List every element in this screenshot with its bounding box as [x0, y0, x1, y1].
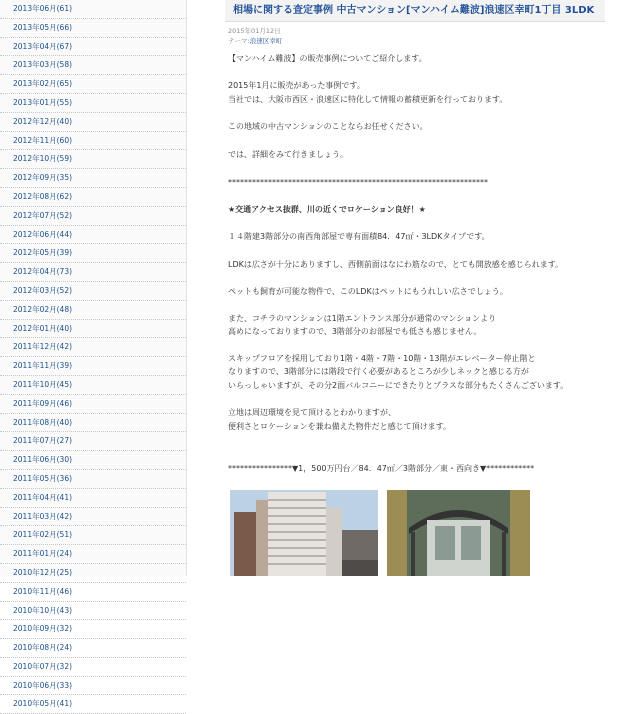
archive-item[interactable]: 2011年07月(27) [0, 432, 186, 451]
archive-item[interactable]: 2011年01月(24) [0, 545, 186, 564]
archive-item[interactable]: 2010年08月(24) [0, 639, 186, 658]
sale-date-line: 2015年1月に販売があった事例です。 [228, 81, 365, 90]
archive-item[interactable]: 2012年03月(52) [0, 282, 186, 301]
area-line: この地域の中古マンションのことならお任せください。 [228, 122, 428, 131]
highlight-heading: ★交通アクセス抜群、川の近くでロケーション良好！★ [228, 205, 426, 214]
archive-item[interactable]: 2012年09月(35) [0, 169, 186, 188]
location-line-2: 便利さとロケーションを兼ね備えた物件だと感じて頂けます。 [228, 422, 452, 431]
archive-item[interactable]: 2013年04月(67) [0, 38, 186, 57]
archive-item[interactable]: 2011年08月(40) [0, 414, 186, 433]
archive-item[interactable]: 2012年10月(59) [0, 150, 186, 169]
archive-list [0, 0, 186, 714]
post-theme-label: テーマ: [228, 37, 250, 45]
archive-item[interactable]: 2011年10月(45) [0, 376, 186, 395]
intro-line: 【マンハイム難波】の販売事例についてご紹介します。 [228, 54, 427, 63]
post-meta [228, 26, 282, 46]
entrance-photo[interactable] [387, 490, 530, 576]
archive-sidebar [0, 0, 187, 709]
archive-item[interactable]: 2011年03月(42) [0, 508, 186, 527]
archive-item[interactable]: 2012年06月(44) [0, 226, 186, 245]
pet-line: ペットも飼育が可能な物件で、このLDKはペットにもうれしい広さでしょう。 [228, 287, 508, 296]
archive-item[interactable]: 2012年02月(48) [0, 301, 186, 320]
archive-item[interactable]: 2010年06月(33) [0, 677, 186, 696]
archive-item[interactable]: 2013年01月(55) [0, 94, 186, 113]
archive-item[interactable]: 2012年05月(39) [0, 244, 186, 263]
skip-floor-line-2: なりますので、3階部分には階段で行く必要があるところが少しネックと感じる方が [228, 367, 529, 376]
entrance-image [387, 490, 530, 576]
archive-item[interactable]: 2013年06月(61) [0, 0, 186, 19]
archive-item[interactable]: 2010年07月(32) [0, 658, 186, 677]
post-theme [228, 36, 282, 46]
archive-item[interactable]: 2013年02月(65) [0, 75, 186, 94]
price-summary-line: ****************▼1，500万円台／84．47㎡／3階部分／東・西向き▼************ [228, 464, 535, 473]
archive-item[interactable]: 2013年03月(58) [0, 56, 186, 75]
building-exterior-photo[interactable] [230, 490, 378, 576]
skip-floor-line-1: スキップフロアを採用しており1階・4階・7階・10階・13階がエレベーター停止階と [228, 354, 536, 363]
archive-item[interactable]: 2012年04月(73) [0, 263, 186, 282]
company-line: 当社では、大阪市西区・浪速区に特化して情報の蓄積更新を行っております。 [228, 95, 508, 104]
entrance-line-1: また、コチラのマンションは1階エントランス部分が通常のマンションより [228, 314, 497, 323]
archive-item[interactable]: 2012年08月(62) [0, 188, 186, 207]
post-date: 2015年01月12日 [228, 27, 281, 35]
main-content [225, 0, 605, 576]
archive-item[interactable]: 2013年05月(66) [0, 19, 186, 38]
archive-item[interactable]: 2011年04月(41) [0, 489, 186, 508]
archive-item[interactable]: 2012年11月(60) [0, 132, 186, 151]
archive-item[interactable]: 2010年05月(41) [0, 695, 186, 714]
archive-item[interactable]: 2011年02月(51) [0, 526, 186, 545]
archive-item[interactable]: 2010年09月(32) [0, 620, 186, 639]
ldk-line: LDKは広さが十分にありますし、西側前面はなにわ筋なので、とても開放感を感じられます。 [228, 260, 564, 269]
archive-item[interactable]: 2011年06月(30) [0, 451, 186, 470]
archive-item[interactable]: 2012年12月(40) [0, 113, 186, 132]
archive-item[interactable]: 2012年01月(40) [0, 320, 186, 339]
archive-item[interactable]: 2011年11月(39) [0, 357, 186, 376]
building-exterior-image [230, 490, 378, 576]
archive-item[interactable]: 2011年12月(42) [0, 338, 186, 357]
archive-item[interactable]: 2010年10月(43) [0, 602, 186, 621]
divider-line: ***************************************************************** [228, 178, 488, 187]
building-line: １４階建3階部分の南西角部屋で専有面積84．47㎡・3LDKタイプです。 [228, 232, 490, 241]
archive-item[interactable]: 2011年09月(46) [0, 395, 186, 414]
archive-item[interactable]: 2010年12月(25) [0, 564, 186, 583]
archive-item[interactable]: 2011年05月(36) [0, 470, 186, 489]
skip-floor-line-3: いらっしゃいますが、その分2面バルコニーにできたりとプラスな部分もたくさんございます。 [228, 381, 569, 390]
archive-item[interactable]: 2012年07月(52) [0, 207, 186, 226]
location-line-1: 立地は周辺環境を見て頂けるとわかりますが、 [228, 408, 396, 417]
archive-item[interactable]: 2010年11月(46) [0, 583, 186, 602]
entrance-line-2: 高めになっておりますので、3階部分のお部屋でも低さも感じません。 [228, 327, 482, 336]
post-title[interactable]: 相場に関する査定事例 中古マンション[マンハイム難波]浪速区幸町1丁目 3LDK [225, 0, 605, 22]
post-theme-link[interactable]: 浪速区幸町 [249, 37, 283, 45]
details-intro-line: では、詳細をみて行きましょう。 [228, 150, 348, 159]
